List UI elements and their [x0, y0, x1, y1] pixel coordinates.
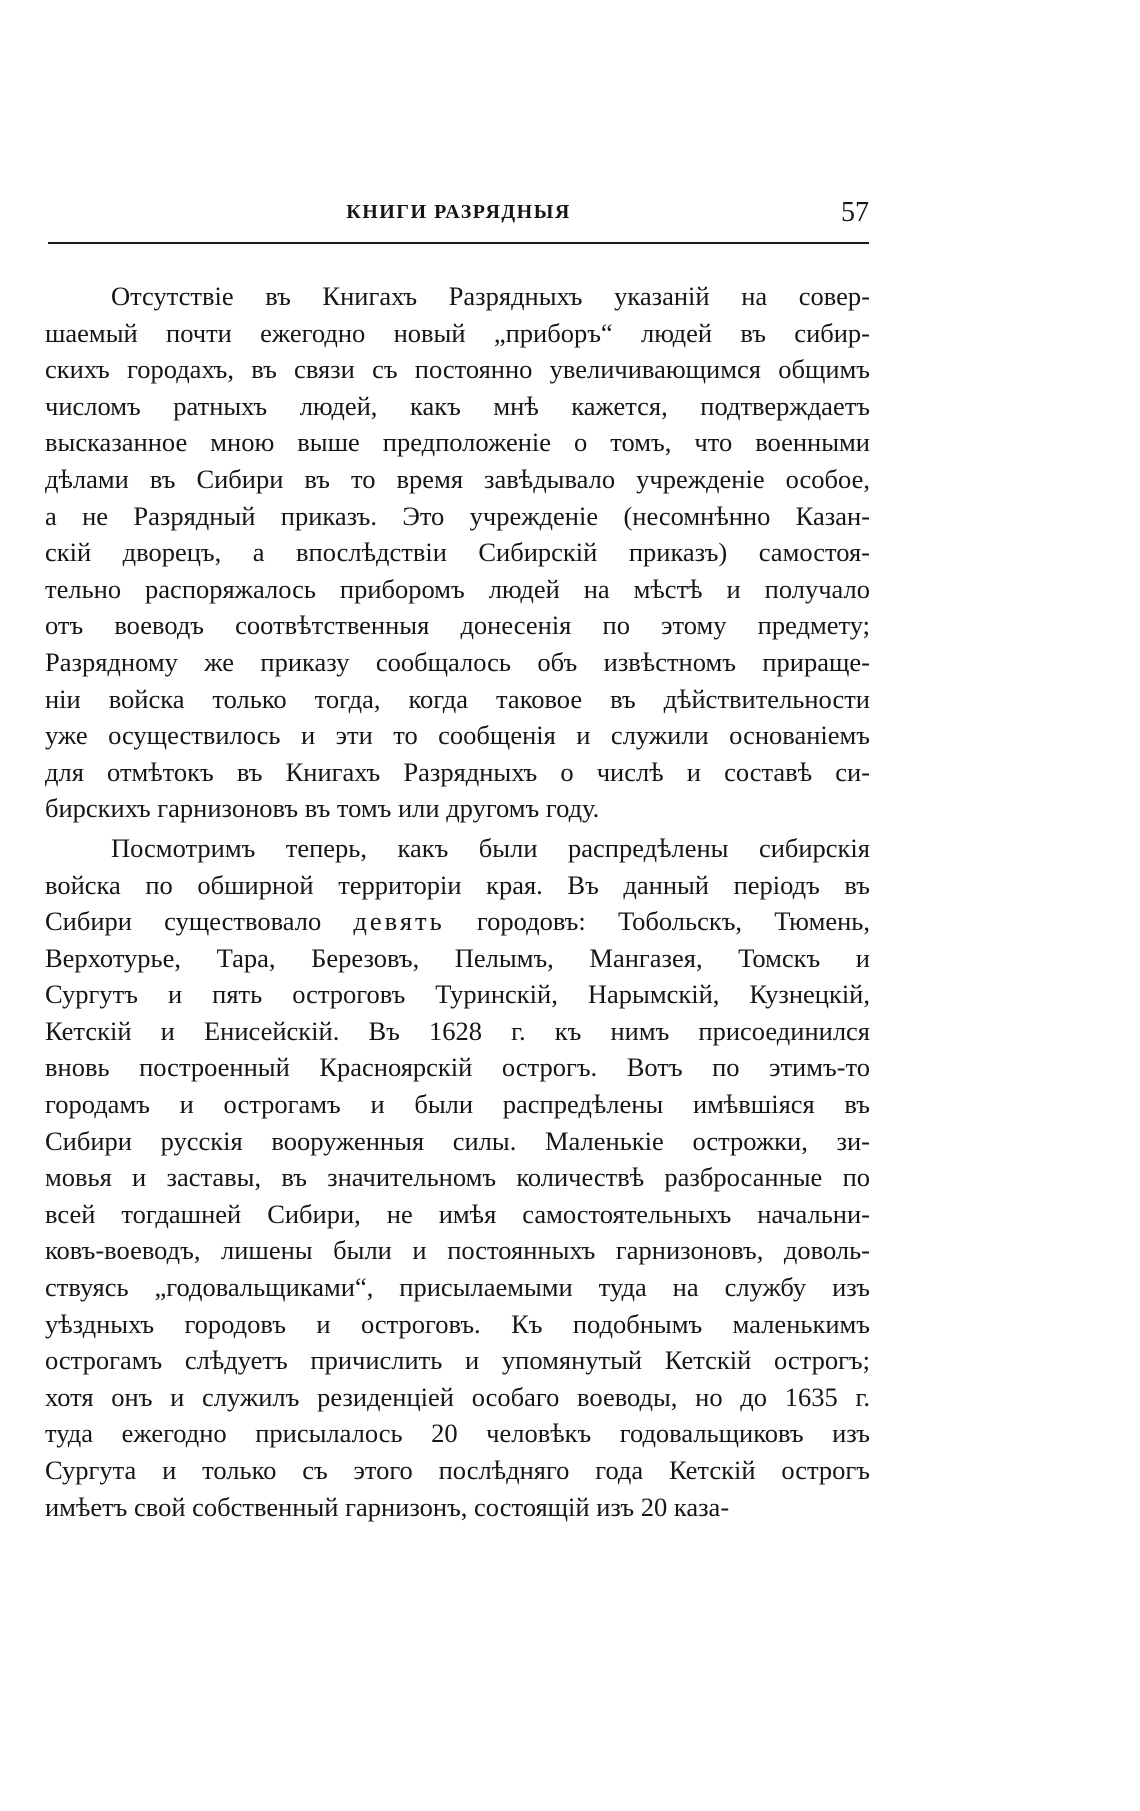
text-line: уѣздныхъ городовъ и остроговъ. Къ подобнымъ маленькимъ	[45, 1308, 870, 1339]
text-line: городамъ и острогамъ и были распредѣлены имѣвшіяся въ	[45, 1089, 870, 1120]
body-text	[45, 278, 870, 1525]
text-line: дѣлами въ Сибири въ то время завѣдывало учрежденіе особое,	[45, 463, 870, 494]
text-line: скихъ городахъ, въ связи съ постоянно увеличивающимся общимъ	[45, 354, 870, 385]
text-line: Разрядному же приказу сообщалось объ извѣстномъ приращe-	[45, 646, 870, 677]
text-line: войска по обширной территоріи края. Въ данный періодъ въ	[45, 869, 870, 900]
paragraph	[45, 278, 870, 827]
text-line: хотя онъ и служилъ резиденціей особаго воеводы, но до 1635 г.	[45, 1381, 870, 1412]
paragraph	[45, 830, 870, 1525]
text-line: туда ежегодно присылалось 20 человѣкъ годовальщиковъ изъ	[45, 1418, 870, 1449]
text-line: Сургута и только съ этого послѣдняго года Кетскій острогъ	[45, 1455, 870, 1485]
text-line: ковъ-воеводъ, лишены были и постоянныхъ гарнизоновъ, доволь-	[45, 1235, 870, 1266]
text-line: а не Разрядный приказъ. Это учрежденіе (несомнѣнно Казан-	[45, 500, 870, 531]
text-line: острогамъ слѣдуетъ причислить и упомянутый Кетскій острогъ;	[45, 1345, 870, 1376]
text-line: Сибири существовало девять городовъ: Тобольскъ, Тюмень,	[45, 906, 870, 937]
text-line: Кетскій и Енисейскій. Въ 1628 г. къ нимъ присоединился	[45, 1015, 870, 1046]
text-line: ніи войска только тогда, когда таковое въ дѣйствительности	[45, 683, 870, 714]
text-line: мовья и заставы, въ значительномъ количествѣ разбросанные по	[45, 1162, 870, 1193]
text-line: шаемый почти ежегодно новый „приборъ“ людей въ сибир-	[45, 317, 870, 348]
text-line: высказанное мною выше предположеніе о томъ, что военными	[45, 427, 870, 458]
spaced-emphasis: девять	[353, 906, 445, 937]
text-line: бирскихъ гарнизоновъ въ томъ или другомъ году.	[45, 793, 600, 824]
text-line: Сибири русскія вооруженныя силы. Маленькіе острожки, зи-	[45, 1125, 870, 1156]
text-line: Посмотримъ теперь, какъ были распредѣлены сибирскія	[111, 832, 870, 863]
text-line: Верхотурье, Тара, Березовъ, Пелымъ, Мангазея, Томскъ и	[45, 942, 870, 973]
text-line: всей тогдашней Сибири, не имѣя самостоятельныхъ начальни-	[45, 1198, 870, 1229]
text-line: тельно распоряжалось приборомъ людей на мѣстѣ и получало	[45, 573, 870, 604]
running-title: КНИГИ РАЗРЯДНЫЯ	[346, 201, 571, 223]
text-line: уже осуществилось и эти то сообщенія и служили основаніемъ	[45, 720, 870, 751]
text-line: ствуясь „годовальщиками“, присылаемыми туда на службу изъ	[45, 1272, 870, 1303]
text-line: для отмѣтокъ въ Книгахъ Разрядныхъ о числѣ и составѣ си-	[45, 756, 870, 787]
text-line: имѣетъ свой собственный гарнизонъ, состоящій изъ 20 каза-	[45, 1491, 730, 1522]
running-head	[48, 196, 869, 244]
text-line: вновь построенный Красноярскій острогъ. Вотъ по этимъ-то	[45, 1052, 870, 1083]
page-number: 57	[841, 197, 869, 228]
text-line: числомъ ратныхъ людей, какъ мнѣ кажется, подтверждаетъ	[45, 390, 870, 421]
text-line: Отсутствіе въ Книгахъ Разрядныхъ указаній на совер-	[111, 281, 870, 311]
text-line: отъ воеводъ соотвѣтственныя донесенія по этому предмету;	[45, 610, 870, 641]
text-line: Сургутъ и пять остроговъ Туринскій, Нарымскій, Кузнецкій,	[45, 979, 870, 1010]
text-line: скій дворецъ, а впослѣдствіи Сибирскій приказъ) самостоя-	[45, 537, 870, 568]
